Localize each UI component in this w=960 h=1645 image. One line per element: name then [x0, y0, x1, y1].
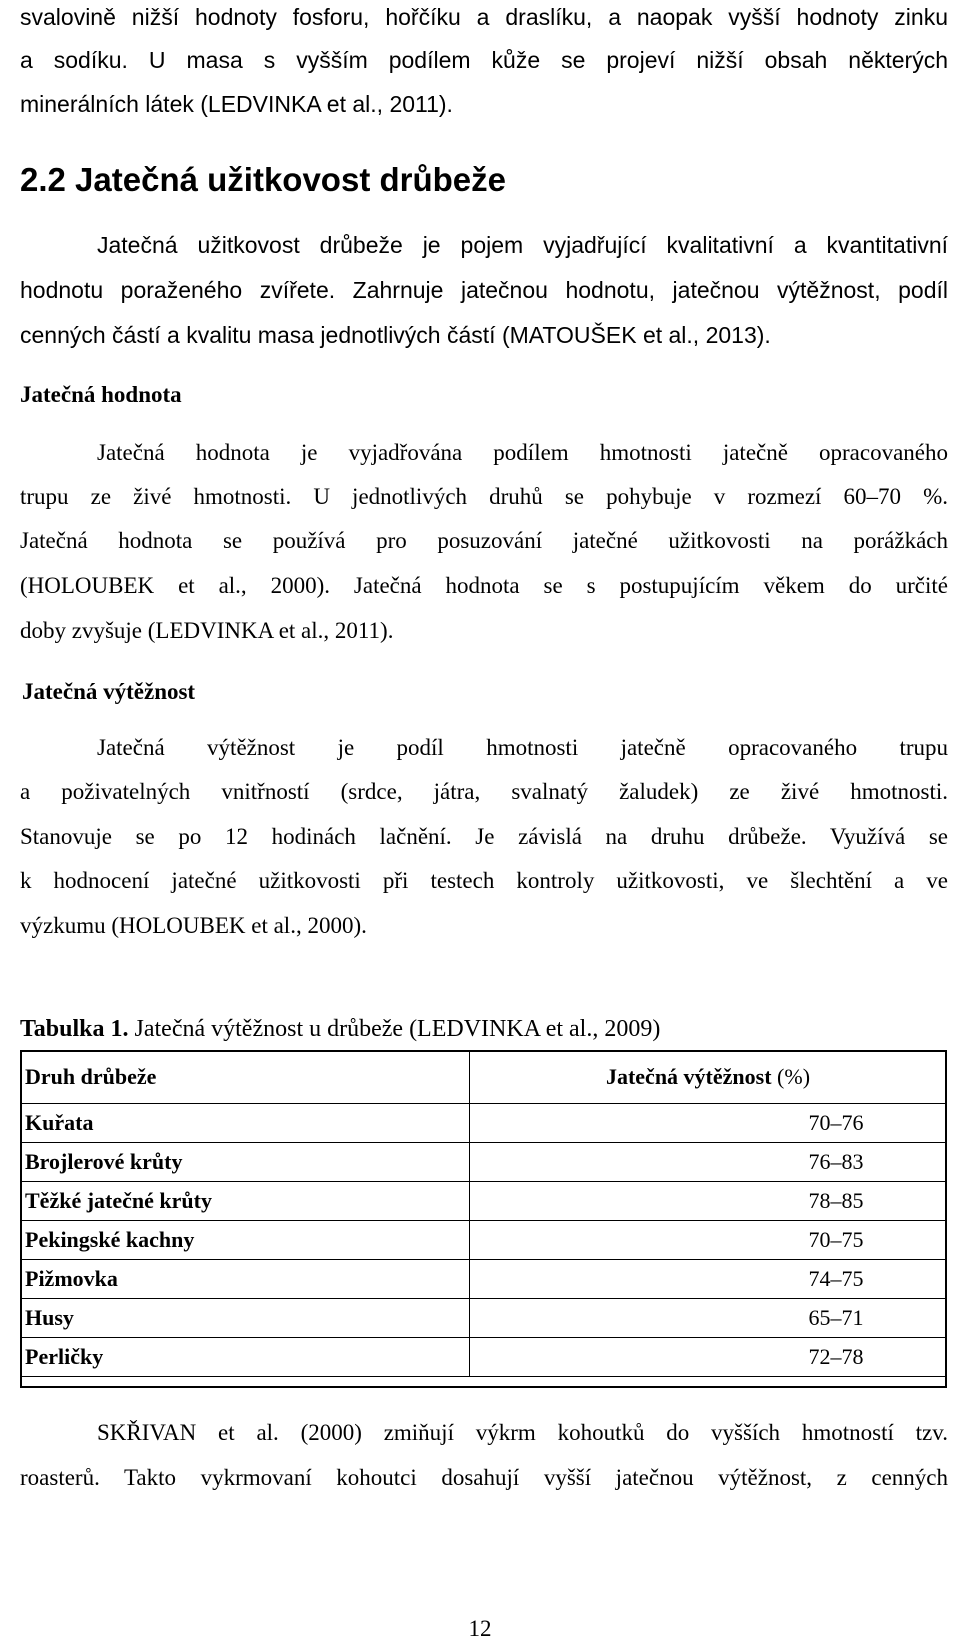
page-number: 12: [468, 1616, 492, 1641]
table-row: [21, 1221, 947, 1260]
table-header-row: [21, 1051, 947, 1104]
table-cell-name: Husy: [21, 1299, 470, 1338]
table-cell-value: 76–83: [470, 1143, 947, 1182]
text-line: trupu ze živé hmotnosti. U jednotlivých druhů se pohybuje v rozmezí 60–70 %.: [20, 484, 948, 509]
table-caption-label: Tabulka 1.: [20, 1016, 129, 1042]
text-line: SKŘIVAN et al. (2000) zmiňují výkrm kohoutků do vyšších hmotností tzv.: [97, 1420, 948, 1445]
table-cell-value: 65–71: [470, 1299, 947, 1338]
text-line: k hodnocení jatečné užitkovosti při testech kontroly užitkovosti, ve šlechtění a ve: [20, 868, 948, 893]
table-caption-text: Jatečná výtěžnost u drůbeže (LEDVINKA et al., 2009): [128, 1016, 661, 1042]
table-row: [21, 1260, 947, 1299]
table-header-druh: Druh drůbeže: [21, 1051, 470, 1104]
text-line: Jatečná hodnota se používá pro posuzování jatečné užitkovosti na porážkách: [20, 528, 948, 553]
text-line: hodnotu poraženého zvířete. Zahrnuje jatečnou hodnotu, jatečnou výtěžnost, podíl: [20, 277, 948, 303]
table-cell-value: 70–75: [470, 1221, 947, 1260]
table-header-vyteznost-label: Jatečná výtěžnost: [605, 1064, 772, 1089]
table-cell-name: Perličky: [21, 1338, 470, 1377]
table-cell-value: 74–75: [470, 1260, 947, 1299]
text-line: Jatečná hodnota je vyjadřována podílem hmotnosti jatečně opracovaného: [97, 440, 948, 465]
table-header-vyteznost: [470, 1051, 947, 1104]
text-line: Jatečná užitkovost drůbeže je pojem vyjadřující kvalitativní a kvantitativní: [97, 232, 948, 258]
table-cell-name: Pekingské kachny: [21, 1221, 470, 1260]
text-line: svalovině nižší hodnoty fosforu, hořčíku a draslíku, a naopak vyšší hodnoty zinku: [20, 4, 948, 30]
text-line: doby zvyšuje (LEDVINKA et al., 2011).: [20, 618, 394, 643]
subheading-jatecna-hodnota: Jatečná hodnota: [20, 382, 182, 407]
table-cell-value: 78–85: [470, 1182, 947, 1221]
table-cell-name: Brojlerové krůty: [21, 1143, 470, 1182]
text-line: (HOLOUBEK et al., 2000). Jatečná hodnota se s postupujícím věkem do určité: [20, 573, 948, 598]
table-cell-value: 72–78: [470, 1338, 947, 1377]
text-line: roasterů. Takto vykrmovaní kohoutci dosahují vyšší jatečnou výtěžnost, z cenných: [20, 1465, 948, 1490]
table-row: [21, 1143, 947, 1182]
text-line: výzkumu (HOLOUBEK et al., 2000).: [20, 913, 367, 938]
table-row: [21, 1299, 947, 1338]
table-caption: [20, 1014, 660, 1044]
text-line: a sodíku. U masa s vyšším podílem kůže se projeví nižší obsah některých: [20, 47, 948, 73]
table-cell-name: Pižmovka: [21, 1260, 470, 1299]
table-row: [21, 1182, 947, 1221]
data-table: [20, 1050, 947, 1377]
table-header-unit: (%): [771, 1064, 811, 1089]
text-line: cenných částí a kvalitu masa jednotlivých částí (MATOUŠEK et al., 2013).: [20, 322, 771, 348]
text-line: Stanovuje se po 12 hodinách lačnění. Je závislá na druhu drůbeže. Využívá se: [20, 824, 948, 849]
text-line: Jatečná výtěžnost je podíl hmotnosti jatečně opracovaného trupu: [97, 735, 948, 760]
text-line: minerálních látek (LEDVINKA et al., 2011).: [20, 91, 453, 117]
table-cell-name: Kuřata: [21, 1104, 470, 1143]
table-cell-value: 70–76: [470, 1104, 947, 1143]
subheading-jatecna-vyteznost: Jatečná výtěžnost: [22, 679, 196, 704]
table-row: [21, 1338, 947, 1377]
section-heading: 2.2 Jatečná užitkovost drůbeže: [20, 161, 506, 198]
table-cell-name: Těžké jatečné krůty: [21, 1182, 470, 1221]
text-line: a poživatelných vnitřností (srdce, játra, svalnatý žaludek) ze živé hmotnosti.: [20, 779, 948, 804]
table-row: [21, 1104, 947, 1143]
